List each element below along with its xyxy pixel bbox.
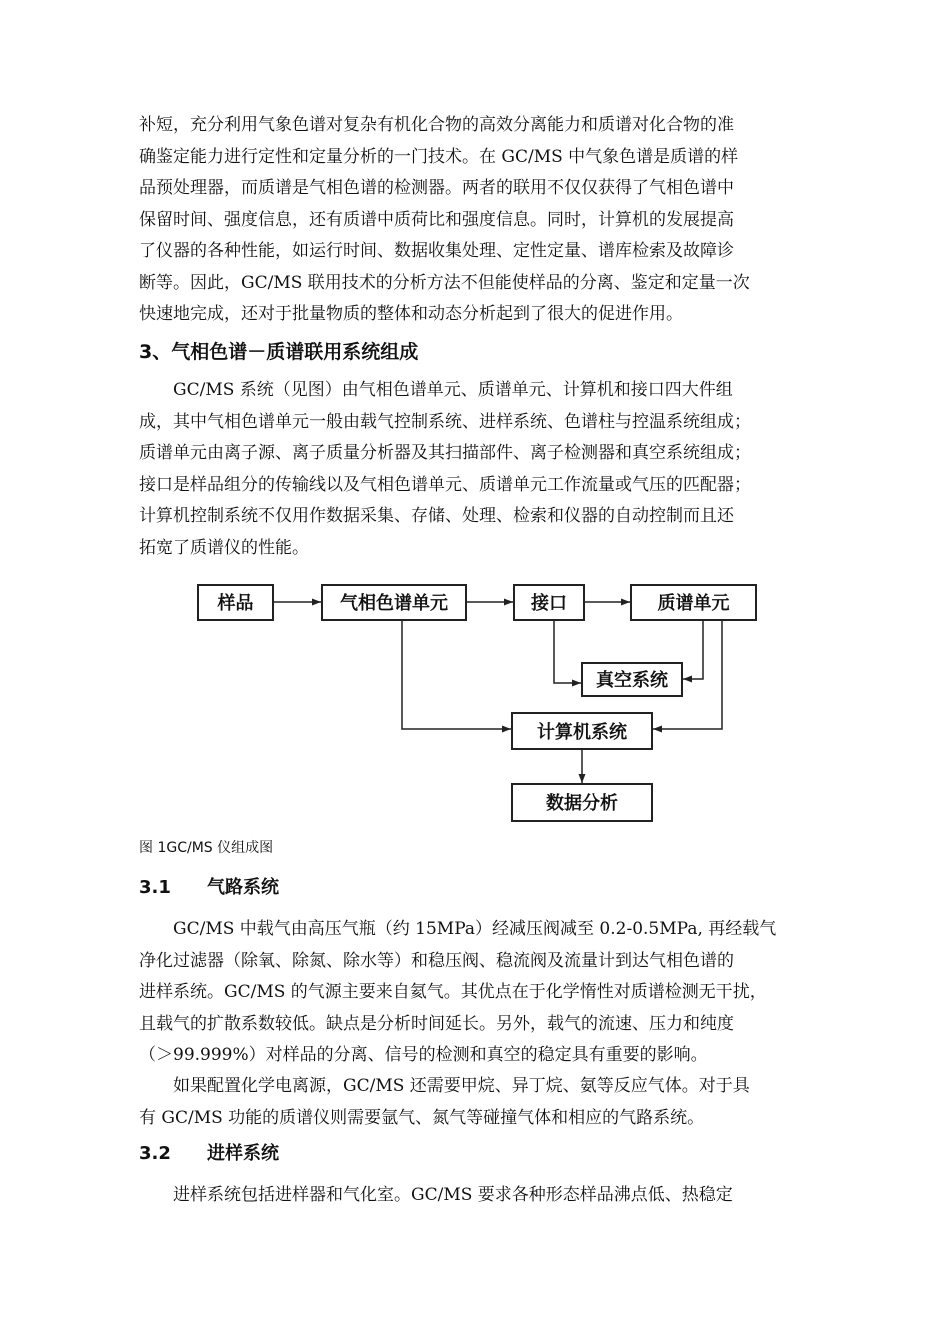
- text-line: 确鉴定能力进行定性和定量分析的一门技术。在 GC/MS 中气象色谱是质谱的样: [139, 146, 739, 167]
- text-line: 质谱单元由离子源、离子质量分析器及其扫描部件、离子检测器和真空系统组成；: [139, 443, 751, 463]
- section-3-heading: 3、气相色谱－质谱联用系统组成: [139, 341, 419, 363]
- text-line: 保留时间、强度信息，还有质谱中质荷比和强度信息。同时，计算机的发展提高: [139, 209, 734, 230]
- section-3-2-paragraph: [139, 1180, 819, 1212]
- arrow-ms-to-vacuum: [683, 620, 703, 679]
- text-line: 拓宽了质谱仪的性能。: [139, 537, 309, 558]
- vacuum-system-label: 真空系统: [596, 670, 668, 691]
- text-line: 断等。因此，GC/MS 联用技术的分析方法不但能使样品的分离、鉴定和定量一次: [139, 272, 750, 293]
- section-3-2-heading: [139, 1142, 279, 1166]
- text-line: 计算机控制系统不仅用作数据采集、存储、处理、检索和仪器的自动控制而且还: [139, 506, 734, 526]
- text-line: 品预处理器，而质谱是气相色谱的检测器。两者的联用不仅仅获得了气相色谱中: [139, 178, 734, 198]
- text-line: 补短，充分利用气象色谱对复杂有机化合物的高效分离能力和质谱对化合物的准: [139, 115, 734, 135]
- sample-label: 样品: [217, 593, 254, 614]
- section-number: 3.1: [139, 877, 171, 898]
- text-line: 了仪器的各种性能，如运行时间、数据收集处理、定性定量、谱库检索及故障诊: [139, 241, 734, 261]
- section-3-1-paragraph-2: [139, 1071, 819, 1134]
- data-analysis-label: 数据分析: [546, 793, 618, 814]
- text-line: 净化过滤器（除氧、除氮、除水等）和稳压阀、稳流阀及流量计到达气相色谱的: [139, 950, 734, 971]
- text-line: 进样系统包括进样器和气化室。GC/MS 要求各种形态样品沸点低、热稳定: [139, 1185, 733, 1205]
- intro-paragraph: [139, 110, 819, 331]
- text-line: GC/MS 系统（见图）由气相色谱单元、质谱单元、计算机和接口四大件组: [139, 380, 733, 400]
- arrow-gc-to-computer: [402, 620, 511, 729]
- text-line: 快速地完成，还对于批量物质的整体和动态分析起到了很大的促进作用。: [139, 304, 683, 324]
- computer-system-label: 计算机系统: [537, 722, 627, 743]
- ms-unit-label: 质谱单元: [657, 593, 730, 614]
- section-title: 进样系统: [207, 1143, 279, 1164]
- text-line: 接口是样品组分的传输线以及气相色谱单元、质谱单元工作流量或气压的匹配器；: [139, 474, 751, 495]
- section-3-1-paragraph-1: [139, 914, 819, 1072]
- section-title: 气路系统: [207, 877, 279, 898]
- gc-unit-label: 气相色谱单元: [340, 593, 448, 614]
- text-line: 且载气的扩散系数较低。缺点是分析时间延长。另外，载气的流速、压力和纯度: [139, 1013, 734, 1034]
- text-line: 如果配置化学电离源，GC/MS 还需要甲烷、异丁烷、氨等反应气体。对于具: [139, 1076, 750, 1096]
- gcms-block-diagram: [190, 575, 770, 830]
- text-line: 有 GC/MS 功能的质谱仪则需要氩气、氮气等碰撞气体和相应的气路系统。: [139, 1107, 705, 1128]
- text-line: （＞99.999%）对样品的分离、信号的检测和真空的稳定具有重要的影响。: [139, 1045, 708, 1065]
- arrow-interface-to-vacuum: [554, 620, 581, 683]
- text-line: GC/MS 中载气由高压气瓶（约 15MPa）经减压阀减至 0.2-0.5MPa, 再经载气: [139, 919, 777, 939]
- text-line: 成，其中气相色谱单元一般由载气控制系统、进样系统、色谱柱与控温系统组成；: [139, 411, 751, 432]
- text-line: 进样系统。GC/MS 的气源主要来自氦气。其优点在于化学惰性对质谱检测无干扰，: [139, 982, 767, 1002]
- section-3-paragraph: [139, 375, 819, 564]
- section-number: 3.2: [139, 1143, 171, 1164]
- figure-caption: 图 1GC/MS 仪组成图: [139, 840, 274, 856]
- interface-label: 接口: [531, 593, 567, 614]
- section-3-1-heading: [139, 876, 279, 900]
